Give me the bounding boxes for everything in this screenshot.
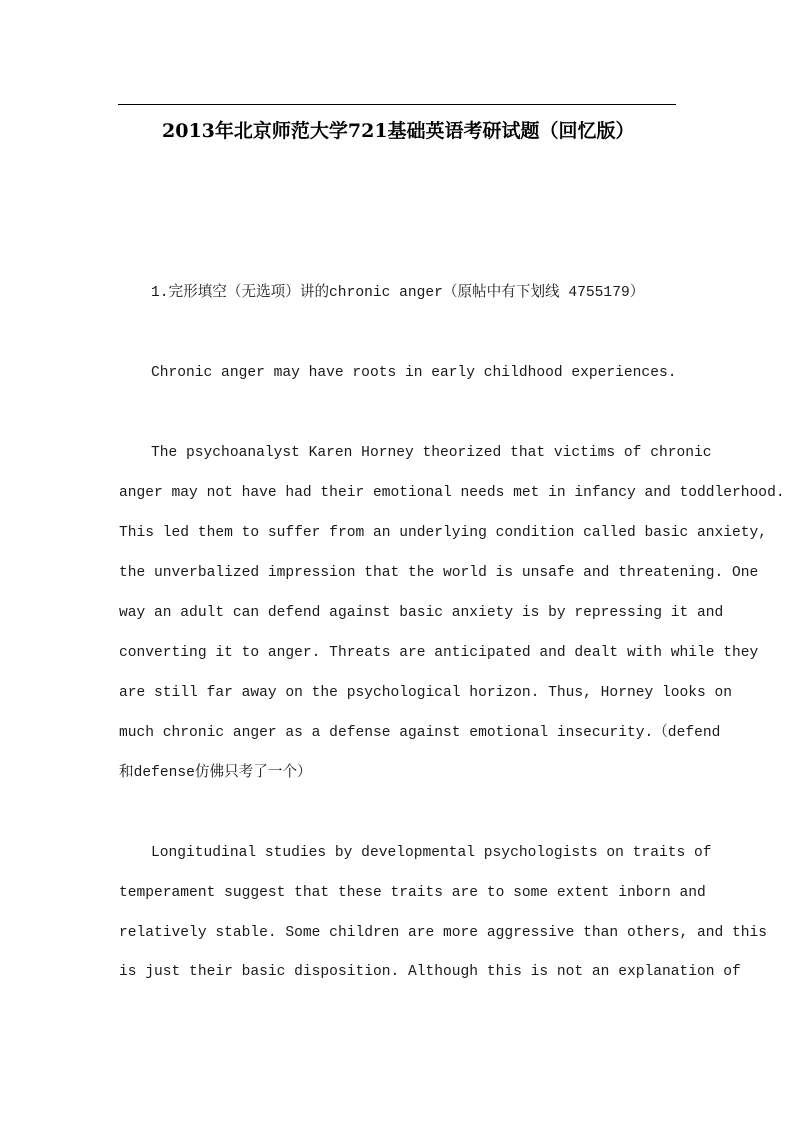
paragraph-line: converting it to anger. Threats are anticipated and dealt with while they	[119, 645, 759, 661]
paragraph-line: The psychoanalyst Karen Horney theorized that victims of chronic	[151, 445, 712, 461]
header-rule	[118, 104, 676, 105]
paragraph-line: temperament suggest that these traits are to some extent inborn and	[119, 885, 706, 901]
paragraph-line: 和defense仿佛只考了一个）	[119, 765, 312, 781]
paragraph-line: way an adult can defend against basic anxiety is by repressing it and	[119, 605, 724, 621]
paragraph-line: the unverbalized impression that the world is unsafe and threatening. One	[119, 565, 759, 581]
paragraph-line: This led them to suffer from an underlying condition called basic anxiety,	[119, 525, 768, 541]
section-heading: 1.完形填空（无选项）讲的chronic anger（原帖中有下划线 4755179）	[151, 285, 645, 301]
paragraph-line: Chronic anger may have roots in early childhood experiences.	[151, 365, 677, 381]
paragraph-line: much chronic anger as a defense against emotional insecurity.（defend	[119, 725, 721, 741]
paragraph-line: is just their basic disposition. Although this is not an explanation of	[119, 964, 741, 980]
paragraph-line: Longitudinal studies by developmental psychologists on traits of	[151, 845, 712, 861]
document-title: 2013年北京师范大学721基础英语考研试题（回忆版）	[162, 120, 635, 142]
paragraph-line: are still far away on the psychological horizon. Thus, Horney looks on	[119, 685, 733, 701]
paragraph-line: anger may not have had their emotional needs met in infancy and toddlerhood.	[119, 485, 785, 501]
paragraph-line: relatively stable. Some children are more aggressive than others, and this	[119, 925, 768, 941]
